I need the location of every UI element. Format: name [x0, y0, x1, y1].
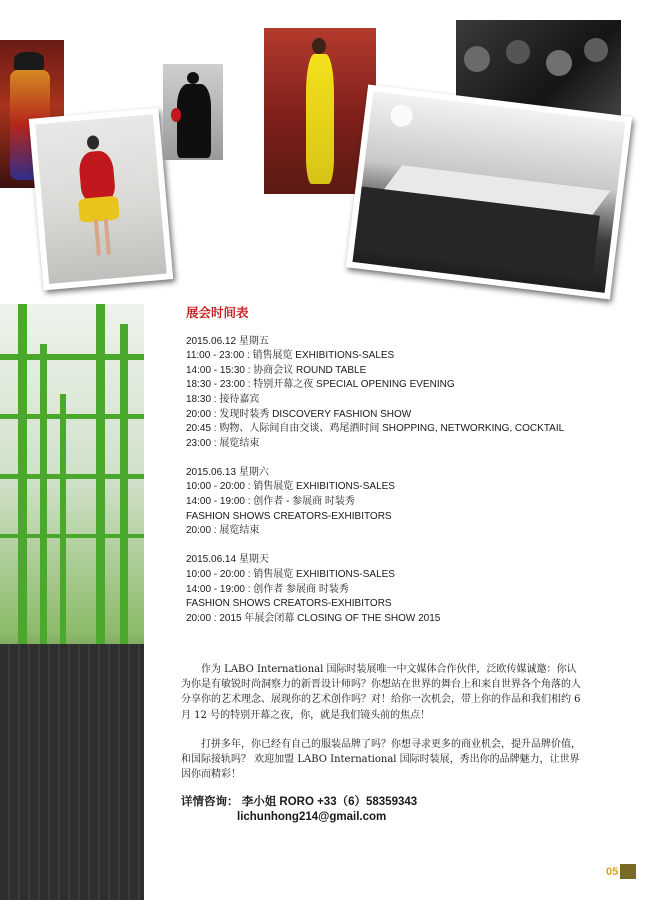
page-number-text: 05 [606, 865, 619, 878]
invitation-paragraph [181, 662, 581, 723]
schedule-item: 18:30 : 接待嘉宾 [186, 393, 260, 405]
schedule-item: 20:45 : 购物、人际间自由交谈、鸡尾酒时间 SHOPPING, NETWORKING, COCKTAIL [186, 423, 565, 435]
schedule-item: FASHION SHOWS CREATORS-EXHIBITORS [186, 598, 392, 610]
schedule-item: 14:00 - 15:30 : 协商会议 ROUND TABLE [186, 364, 367, 376]
schedule-item: 23:00 : 展览结束 [186, 437, 260, 449]
paragraph-text: 作为 LABO International 国际时装展唯一中文媒体合作伙伴，泛欧传媒诚邀：你认为你是有敏锐时尚洞察力的新晋设计师吗？你想站在世界的舞台上和来自世界各个角落的人分享你的艺术理念、展现你的艺术创作吗？对！给你一次机会，带上你的作品和我们相约 6 月 12 号的特别开幕之夜，你，就是我们镜头前的焦点！ [181, 664, 581, 721]
schedule-section [186, 306, 606, 641]
schedule-item: 20:00 : 2015 年展会闭幕 CLOSING OF THE SHOW 2015 [186, 612, 441, 624]
schedule-item: 11:00 - 23:00 : 销售展览 EXHIBITIONS-SALES [186, 350, 395, 362]
contact-info [181, 795, 417, 825]
contact-label: 详情咨询： [181, 796, 239, 808]
green-structure-walkway-photo [0, 304, 144, 900]
schedule-heading: 展会时间表 [186, 306, 249, 320]
contact-row [181, 795, 417, 810]
brand-paragraph [181, 737, 581, 783]
runway-photo-black-dress-model [163, 64, 223, 160]
schedule-item: 18:30 - 23:00 : 特别开幕之夜 SPECIAL OPENING EVENING [186, 379, 455, 391]
page-number-block [620, 864, 636, 879]
paragraph-text: 打拼多年，你已经有自己的服装品牌了吗？你想寻求更多的商业机会，提升品牌价值，和国际接轨吗？ 欢迎加盟 LABO International 国际时装展，秀出你的品牌魅力，让世界因你而精彩！ [181, 739, 581, 781]
schedule-date: 2015.06.12 星期五 [186, 335, 269, 347]
runway-photo-red-dress-model [29, 108, 173, 291]
contact-name-phone: 李小姐 RORO +33（6）58359343 [241, 796, 418, 808]
schedule-item: 20:00 : 展览结束 [186, 525, 260, 537]
schedule-day [186, 335, 606, 452]
schedule-day [186, 466, 606, 539]
schedule-item: FASHION SHOWS CREATORS-EXHIBITORS [186, 510, 392, 522]
schedule-item: 14:00 - 19:00 : 创作者 - 参展商 时装秀 [186, 496, 355, 508]
schedule-day [186, 553, 606, 626]
schedule-item: 20:00 : 发现时装秀 DISCOVERY FASHION SHOW [186, 408, 412, 420]
schedule-item: 14:00 - 19:00 : 创作者 参展商 时装秀 [186, 583, 349, 595]
fashion-show-venue-photo [346, 84, 632, 299]
schedule-item: 10:00 - 20:00 : 销售展览 EXHIBITIONS-SALES [186, 568, 395, 580]
schedule-date: 2015.06.14 星期天 [186, 554, 269, 566]
schedule-item: 10:00 - 20:00 : 销售展览 EXHIBITIONS-SALES [186, 481, 395, 493]
page-number [606, 864, 636, 879]
schedule-date: 2015.06.13 星期六 [186, 466, 269, 478]
contact-email[interactable]: lichunhong214@gmail.com [237, 811, 387, 823]
